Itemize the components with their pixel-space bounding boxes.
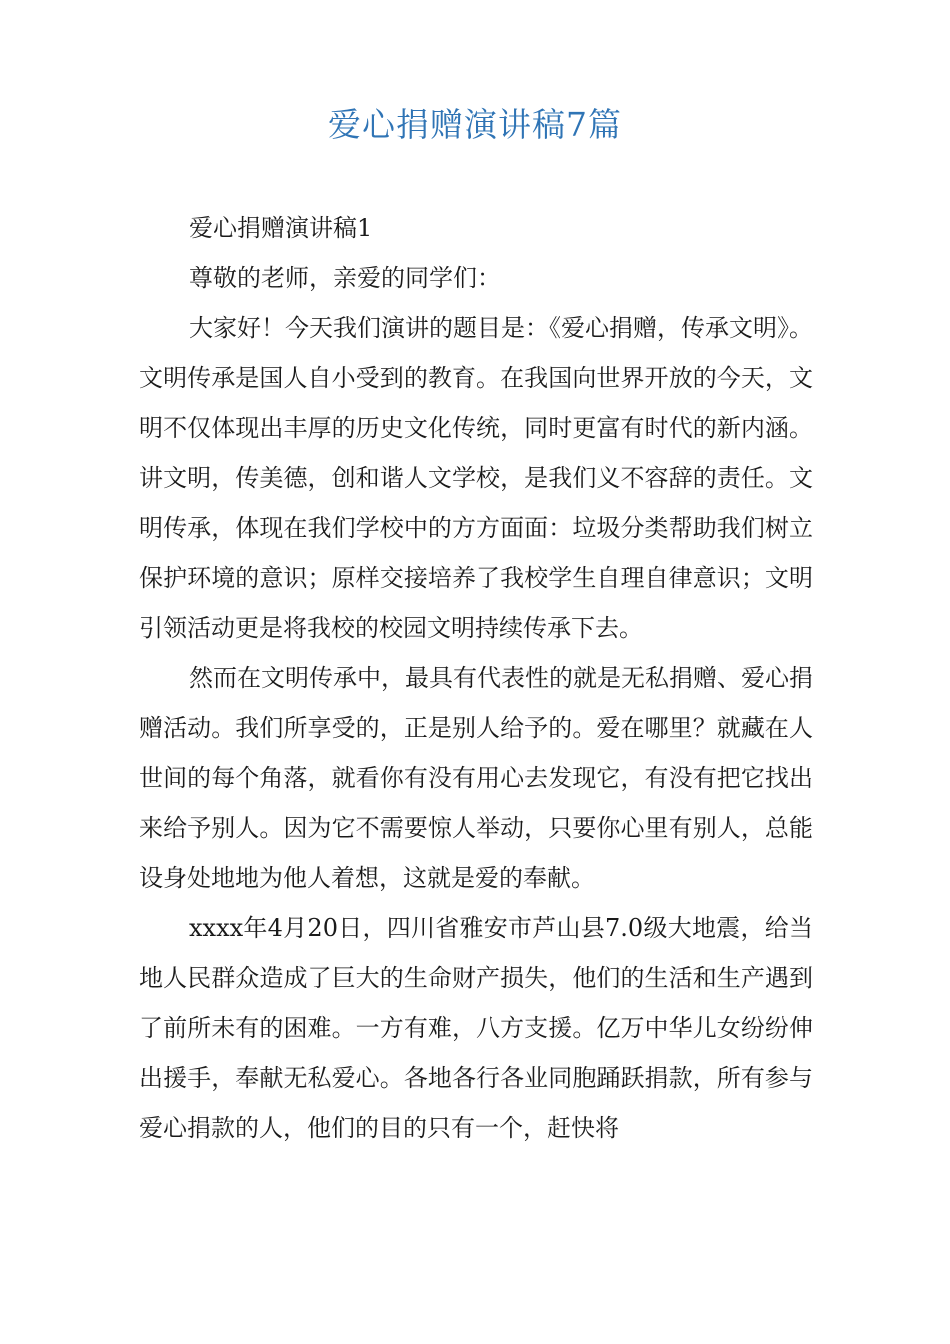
paragraph-intro: 大家好！今天我们演讲的题目是：《爱心捐赠，传承文明》。文明传承是国人自小受到的教育。在我国向世界开放的今天，文明不仅体现出丰厚的历史文化传统，同时更富有时代的新内涵。讲文明，传美德，创和谐人文学校，是我们义不容辞的责任。文明传承，体现在我们学校中的方方面面：垃圾分类帮助我们树立保护环境的意识；原样交接培养了我校学生自理自律意识；文明引领活动更是将我校的校园文明持续传承下去。 (139, 314, 813, 642)
salutation: 尊敬的老师，亲爱的同学们： (189, 264, 501, 292)
paragraph-donation: 然而在文明传承中，最具有代表性的就是无私捐赠、爱心捐赠活动。我们所享受的，正是别人给予的。爱在哪里？就藏在人世间的每个角落，就看你有没有用心去发现它，有没有把它找出来给予别人。因为它不需要惊人举动，只要你心里有别人，总能设身处地地为他人着想，这就是爱的奉献。 (139, 664, 813, 892)
document-title: 爱心捐赠演讲稿7篇 (328, 105, 622, 144)
document-body (139, 203, 813, 1153)
section-heading: 爱心捐赠演讲稿1 (189, 214, 373, 242)
paragraph-earthquake: xxxx年4月20日，四川省雅安市芦山县7.0级大地震，给当地人民群众造成了巨大的生命财产损失，他们的生活和生产遇到了前所未有的困难。一方有难，八方支援。亿万中华儿女纷纷伸出援手，奉献无私爱心。各地各行各业同胞踊跃捐款，所有参与爱心捐款的人，他们的目的只有一个，赶快将 (139, 914, 813, 1142)
